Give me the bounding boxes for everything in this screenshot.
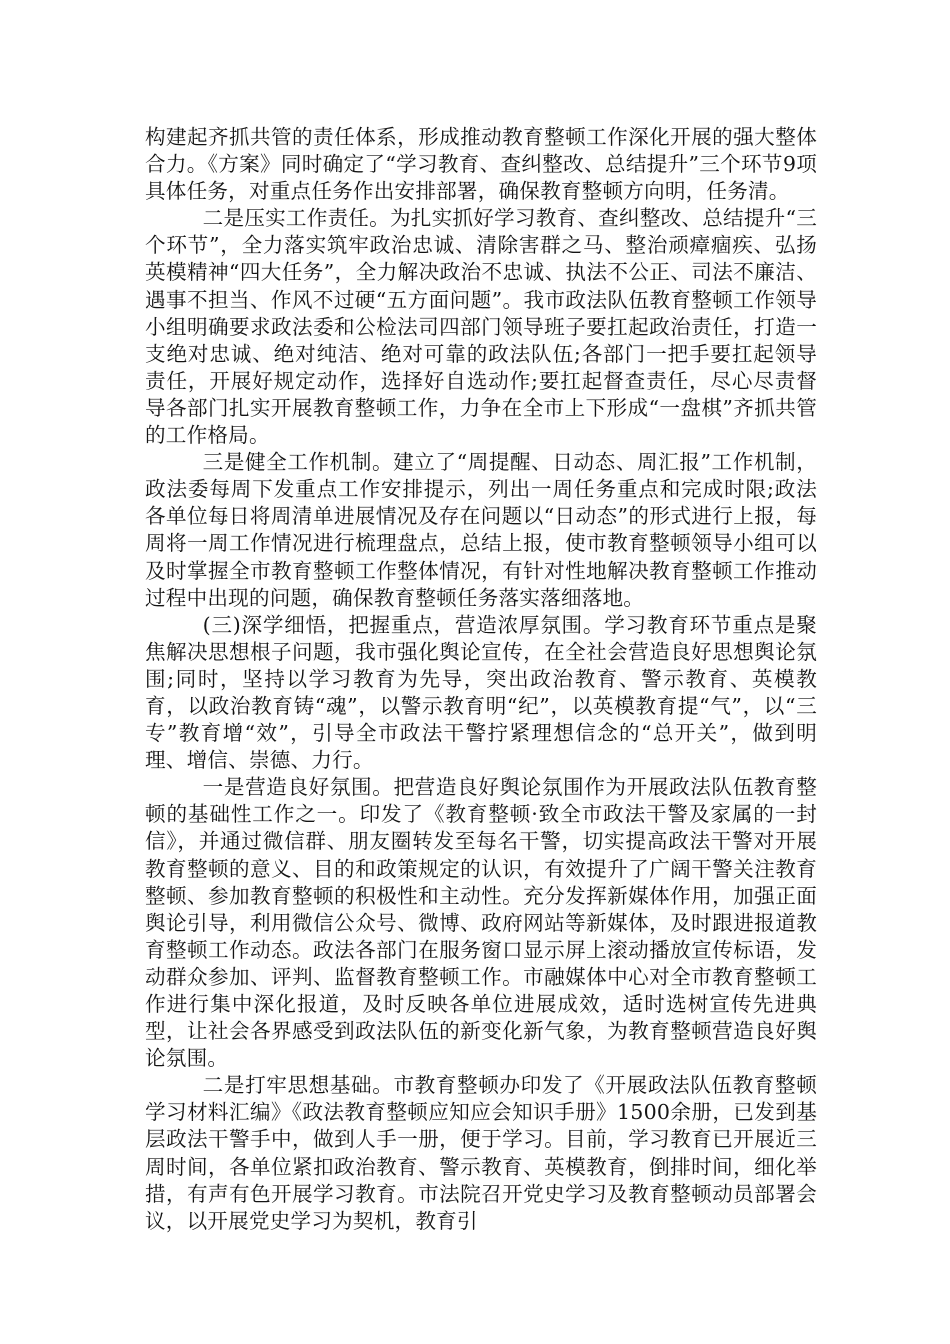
document-body: [145, 124, 817, 1235]
paragraph-1: 构建起齐抓共管的责任体系，形成推动教育整顿工作深化开展的强大整体合力。《方案》同时确定了“学习教育、查纠整改、总结提升”三个环节9项具体任务，对重点任务作出安排部署，确保教育整顿方向明，任务清。: [145, 125, 817, 204]
paragraph-4: (三)深学细悟，把握重点，营造浓厚氛围。学习教育环节重点是聚焦解决思想根子问题，我市强化舆论宣传，在全社会营造良好思想舆论氛围;同时，坚持以学习教育为先导，突出政治教育、警示教育、英模教育，以政治教育铸“魂”，以警示教育明“纪”，以英模教育提“气”，以“三专”教育增“效”，引导全市政法干警拧紧理想信念的“总开关”，做到明理、增信、崇德、力行。: [145, 612, 817, 773]
paragraph-2: 二是压实工作责任。为扎实抓好学习教育、查纠整改、总结提升“三个环节”，全力落实筑牢政治忠诚、清除害群之马、整治顽瘴痼疾、弘扬英模精神“四大任务”，全力解决政治不忠诚、执法不公正、司法不廉洁、遇事不担当、作风不过硬“五方面问题”。我市政法队伍教育整顿工作领导小组明确要求政法委和公检法司四部门领导班子要扛起政治责任，打造一支绝对忠诚、绝对纯洁、绝对可靠的政法队伍;各部门一把手要扛起领导责任，开展好规定动作，选择好自选动作;要扛起督查责任，尽心尽责督导各部门扎实开展教育整顿工作，力争在全市上下形成“一盘棋”齐抓共管的工作格局。: [145, 206, 817, 448]
paragraph-6: 二是打牢思想基础。市教育整顿办印发了《开展政法队伍教育整顿学习材料汇编》《政法教育整顿应知应会知识手册》1500余册，已发到基层政法干警手中，做到人手一册，便于学习。目前，学习教育已开展近三周时间，各单位紧扣政治教育、警示教育、英模教育，倒排时间，细化举措，有声有色开展学习教育。市法院召开党史学习及教育整顿动员部署会议，以开展党史学习为契机，教育引: [145, 1073, 817, 1233]
paragraph-3: 三是健全工作机制。建立了“周提醒、日动态、周汇报”工作机制，政法委每周下发重点工作安排提示，列出一周任务重点和完成时限;政法各单位每日将周清单进展情况及存在问题以“日动态”的形式进行上报，每周将一周工作情况进行梳理盘点，总结上报，使市教育整顿领导小组可以及时掌握全市教育整顿工作整体情况，有针对性地解决教育整顿工作推动过程中出现的问题，确保教育整顿任务落实落细落地。: [145, 450, 817, 610]
paragraph-5: 一是营造良好氛围。把营造良好舆论氛围作为开展政法队伍教育整顿的基础性工作之一。印发了《教育整顿·致全市政法干警及家属的一封信》，并通过微信群、朋友圈转发至每名干警，切实提高政法干警对开展教育整顿的意义、目的和政策规定的认识，有效提升了广阔干警关注教育整顿、参加教育整顿的积极性和主动性。充分发挥新媒体作用，加强正面舆论引导，利用微信公众号、微博、政府网站等新媒体，及时跟进报道教育整顿工作动态。政法各部门在服务窗口显示屏上滚动播放宣传标语，发动群众参加、评判、监督教育整顿工作。市融媒体中心对全市教育整顿工作进行集中深化报道，及时反映各单位进展成效，适时选树宣传先进典型，让社会各界感受到政法队伍的新变化新气象，为教育整顿营造良好舆论氛围。: [145, 775, 817, 1071]
